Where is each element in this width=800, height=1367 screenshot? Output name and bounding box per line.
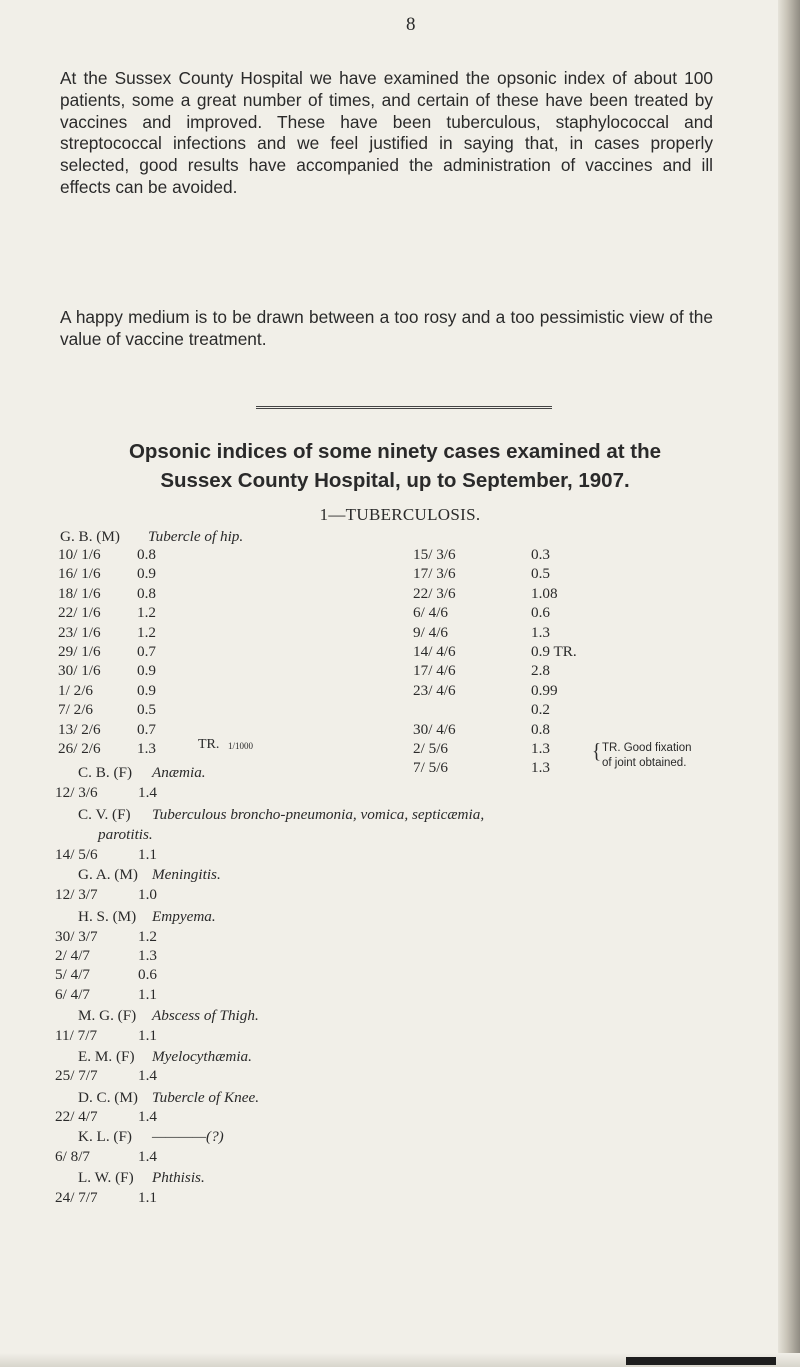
case-row-index: 1.4 (138, 1067, 157, 1084)
case-patient: C. B. (F) (78, 764, 133, 781)
case-row-date: 22/ 4/7 (55, 1108, 98, 1125)
case-row-index: 1.4 (138, 1108, 157, 1125)
hip-row-index: 1.2 (137, 623, 156, 641)
fixation-note: TR. Good fixation (602, 742, 692, 754)
case-diagnosis: Tuberculous broncho-pneumonia, vomica, septicæmia, (152, 806, 485, 823)
case-patient: D. C. (M) (78, 1089, 138, 1106)
hip-row-index: 1.08 (531, 584, 558, 602)
intro-paragraph: At the Sussex County Hospital we have examined the opsonic index of about 100 patients, some a great number of times, and certain of these have been treated by vaccines and improved. These have been tuberculous, staphylococcal and streptococcal infections and we feel justified in saying that, in cases properly selected, good results have accompanied the administration of vaccines and ill effects can be avoided. (60, 68, 713, 197)
hip-row-date: 18/ 1/6 (58, 584, 101, 602)
hip-row-date: 23/ 1/6 (58, 623, 101, 641)
hip-row-date: 9/ 4/6 (413, 623, 449, 641)
hip-row-date: 15/ 3/6 (413, 546, 456, 563)
conclusion-paragraph: A happy medium is to be drawn between a too rosy and a too pessimistic view of the value of vaccine treatment. (60, 307, 713, 349)
case-patient: K. L. (F) (78, 1128, 132, 1145)
case-row-date: 24/ 7/7 (55, 1189, 98, 1206)
case-diagnosis: Tubercle of Knee. (152, 1089, 259, 1106)
hip-row-index: 2.8 (531, 662, 550, 680)
case-diagnosis: Anæmia. (152, 764, 206, 781)
case-row-date: 2/ 4/7 (55, 947, 91, 964)
hip-row-index: 0.99 (531, 681, 558, 699)
hip-row-index: 0.8 (137, 584, 156, 602)
tr-dose-fraction: 1/1000 (228, 741, 254, 751)
case-row-index: 1.1 (138, 1027, 157, 1044)
case-row-index: 1.4 (138, 1148, 157, 1165)
note-brace: { (592, 739, 602, 763)
hip-row-index: 0.2 (531, 701, 550, 719)
hip-row-date: 22/ 3/6 (413, 584, 456, 602)
hip-row-index: 0.8 (137, 546, 156, 563)
fixation-note-2: of joint obtained. (602, 757, 687, 769)
case-row-date: 12/ 3/7 (55, 886, 98, 903)
case-row-date: 14/ 5/6 (55, 846, 98, 863)
hip-row-date: 17/ 4/6 (413, 662, 456, 680)
case-row-index: 1.1 (138, 986, 157, 1003)
case-patient: M. G. (F) (78, 1007, 137, 1024)
hip-row-date: 16/ 1/6 (58, 565, 101, 583)
hip-row-date: 6/ 4/6 (413, 604, 449, 622)
case-patient: G. A. (M) (78, 866, 138, 883)
table-title-line-1: Opsonic indices of some ninety cases examined at the (128, 440, 662, 463)
case-diagnosis: ————(?) (152, 1128, 224, 1145)
hip-row-index: 1.3 (531, 759, 550, 777)
hip-row-index: 0.9 TR. (531, 643, 577, 660)
page-edge-shadow (778, 0, 800, 1367)
scan-margin-mark (626, 1357, 776, 1365)
case-diagnosis: Abscess of Thigh. (152, 1007, 259, 1024)
case-patient: G. B. (M) (60, 528, 120, 545)
hip-row-index: 0.6 (531, 604, 550, 622)
hip-row-date: 29/ 1/6 (58, 643, 101, 660)
hip-row-date: 22/ 1/6 (58, 604, 101, 622)
case-row-index: 1.4 (138, 784, 157, 801)
case-row-index: 1.0 (138, 886, 157, 903)
hip-row-index: 1.3 (137, 740, 156, 757)
case-diagnosis: Meningitis. (152, 866, 221, 883)
hip-row-index: 1.3 (531, 623, 550, 641)
hip-row-index: 1.2 (137, 604, 156, 622)
hip-row-date: 13/ 2/6 (58, 720, 101, 738)
case-row-date: 25/ 7/7 (55, 1067, 98, 1084)
hip-row-index: 0.9 (137, 565, 156, 583)
table-title-line-2: Sussex County Hospital, up to September, 1907. (160, 469, 630, 492)
case-patient: H. S. (M) (78, 908, 137, 925)
hip-row-index: 0.3 (531, 546, 550, 563)
hip-row-index: 0.5 (137, 701, 156, 719)
hip-row-index: 1.3 (531, 740, 550, 757)
hip-row-date: 30/ 1/6 (58, 662, 101, 680)
hip-row-index: 0.8 (531, 720, 550, 738)
case-row-index: 1.2 (138, 928, 157, 945)
case-diagnosis: Phthisis. (152, 1169, 205, 1186)
tr-dose-label: TR. (198, 737, 220, 752)
section-divider (256, 406, 552, 409)
case-row-date: 5/ 4/7 (55, 966, 91, 983)
hip-row-date: 2/ 5/6 (413, 740, 449, 757)
hip-row-index: 0.5 (531, 565, 550, 583)
case-patient: L. W. (F) (78, 1169, 134, 1186)
case-diagnosis-continued: parotitis. (98, 826, 153, 843)
case-diagnosis: Empyema. (152, 908, 216, 925)
hip-row-date: 10/ 1/6 (58, 546, 101, 563)
case-row-index: 1.3 (138, 947, 157, 964)
page-number: 8 (406, 14, 416, 35)
case-row-date: 12/ 3/6 (55, 784, 98, 801)
case-row-date: 6/ 4/7 (55, 986, 91, 1003)
hip-row-date: 23/ 4/6 (413, 681, 456, 699)
hip-row-date: 17/ 3/6 (413, 565, 456, 583)
hip-row-index: 0.7 (137, 643, 156, 660)
hip-row-index: 0.7 (137, 720, 156, 738)
case-diagnosis: Tubercle of hip. (148, 528, 244, 545)
case-row-index: 0.6 (138, 966, 157, 983)
case-row-date: 6/ 8/7 (55, 1148, 91, 1165)
section-heading: 1—TUBERCULOSIS. (319, 505, 481, 524)
hip-row-index: 0.9 (137, 681, 156, 699)
case-patient: C. V. (F) (78, 806, 131, 823)
hip-row-date: 7/ 2/6 (58, 701, 94, 719)
hip-row-index: 0.9 (137, 662, 156, 680)
hip-row-date: 7/ 5/6 (413, 759, 449, 777)
case-row-date: 11/ 7/7 (55, 1027, 98, 1044)
hip-row-date: 30/ 4/6 (413, 720, 456, 738)
case-diagnosis: Myelocythæmia. (152, 1048, 252, 1065)
hip-row-date: 1/ 2/6 (58, 681, 94, 699)
hip-row-date: 26/ 2/6 (58, 740, 101, 757)
case-patient: E. M. (F) (78, 1048, 135, 1065)
case-row-index: 1.1 (138, 846, 157, 863)
case-row-date: 30/ 3/7 (55, 928, 98, 945)
case-row-index: 1.1 (138, 1189, 157, 1206)
hip-row-date: 14/ 4/6 (413, 643, 456, 660)
